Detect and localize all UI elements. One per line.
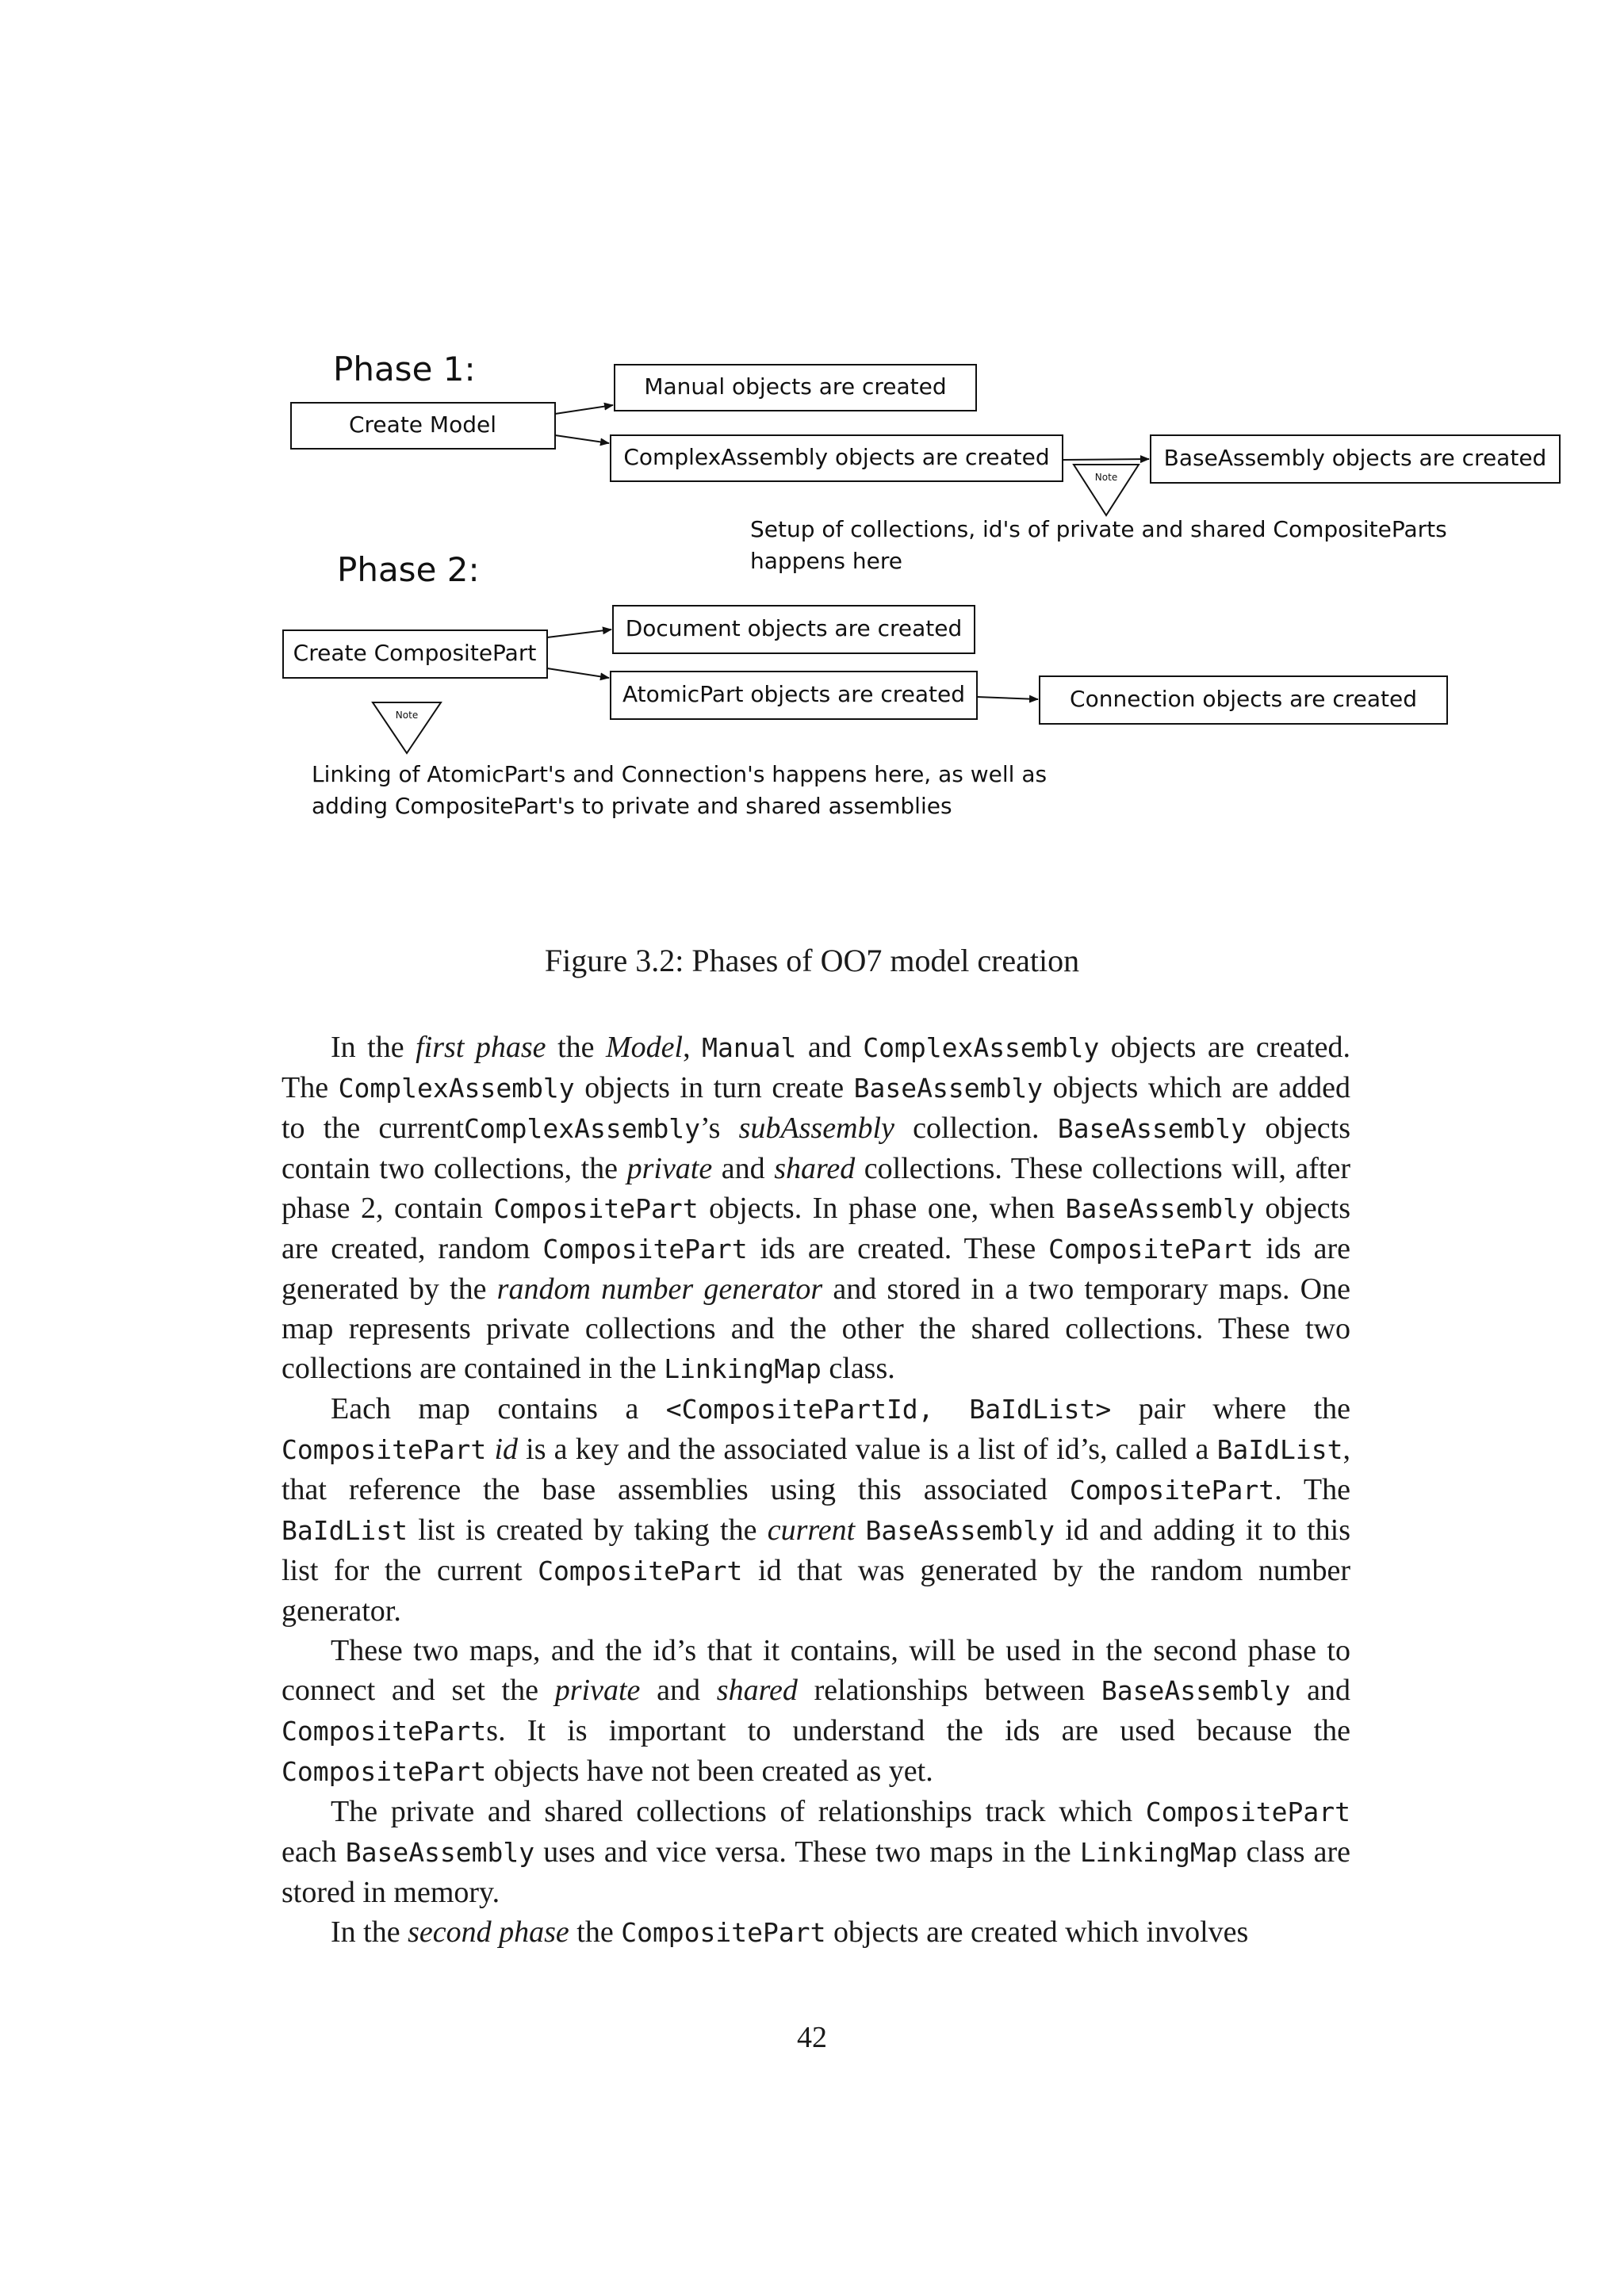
paragraph-1: In the first phase the Model, Manual and ComplexAssembly objects are created. The ComplexAssembly objects in turn create BaseAssembly objects which are added to the currentComplexAssembly’s subAssembly collection. BaseAssembly objects contain two collections, the private and shared collections. These collections will, after phase 2, contain CompositePart objects. In phase one, when BaseAssembly objects are created, random CompositePart ids are created. These CompositePart ids are generated by the random number generator and stored in a two temporary maps. One map represents private collections and the other the shared collections. These two collections are contained in the LinkingMap class. — [282, 1031, 1351, 1385]
connection-label: Connection objects are created — [1070, 686, 1417, 712]
arrow-atomic-to-connection — [977, 697, 1038, 699]
manual-label: Manual objects are created — [644, 373, 947, 400]
arrow-model-to-manual — [555, 405, 613, 414]
paragraph-2: Each map contains a <CompositePartId, BaIdList> pair where the CompositePart id is a key and the associated value is a list of id’s, called a BaIdList, that reference the base assemblies using this associated CompositePart. The BaIdList list is created by taking the current BaseAssembly id and adding it to this list for the current CompositePart id that was generated by the random number generator. — [282, 1392, 1351, 1628]
create-model-label: Create Model — [348, 411, 497, 438]
figure-caption: Figure 3.2: Phases of OO7 model creation — [544, 943, 1080, 978]
phase1-heading: Phase 1: — [333, 350, 476, 388]
note2-line2: adding CompositePart's to private and shared assemblies — [312, 793, 952, 819]
arrow-composite-to-document — [547, 629, 611, 637]
paragraph-4: The private and shared collections of relationships track which CompositePart each BaseAssembly uses and vice versa. These two maps in the LinkingMap class are stored in memory. — [282, 1795, 1350, 1909]
arrow-model-to-complex — [555, 435, 609, 443]
create-composite-part-label: Create CompositePart — [293, 640, 537, 666]
complex-assembly-label: ComplexAssembly objects are created — [623, 444, 1050, 470]
arrow-complex-to-base — [1063, 459, 1149, 460]
atomic-part-label: AtomicPart objects are created — [622, 681, 966, 707]
base-assembly-label: BaseAssembly objects are created — [1163, 445, 1547, 471]
document-label: Document objects are created — [625, 615, 963, 641]
body-text — [282, 1027, 1350, 1953]
paragraph-5: In the second phase the CompositePart objects are created which involves — [331, 1915, 1249, 1949]
page-number: 42 — [797, 2021, 827, 2054]
phase2-heading: Phase 2: — [337, 550, 480, 589]
note-label-2: Note — [395, 710, 419, 721]
note1-line1: Setup of collections, id's of private and shared CompositeParts — [750, 516, 1447, 542]
phases-diagram — [0, 0, 1624, 888]
arrow-composite-to-atomic — [547, 668, 609, 678]
paragraph-3: These two maps, and the id’s that it contains, will be used in the second phase to connect and set the private and shared relationships between BaseAssembly and CompositeParts. It is important to understand the ids are used because the CompositePart objects have not been created as yet. — [282, 1634, 1350, 1788]
note-label-1: Note — [1094, 472, 1118, 483]
note1-line2: happens here — [750, 548, 903, 574]
note2-line1: Linking of AtomicPart's and Connection's happens here, as well as — [312, 761, 1048, 787]
